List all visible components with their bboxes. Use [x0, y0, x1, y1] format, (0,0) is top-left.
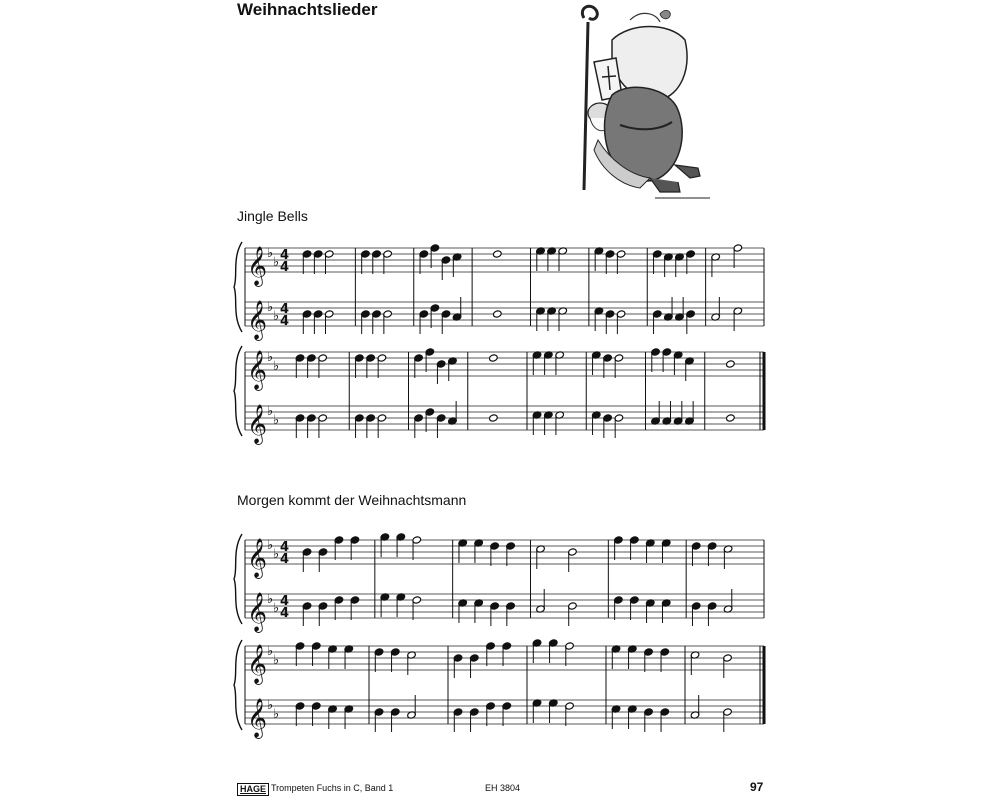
publisher-logo: HAGE — [237, 783, 269, 796]
note-head — [489, 414, 499, 422]
flat-icon: ♭ — [267, 246, 274, 261]
brace — [234, 640, 242, 730]
note-head — [489, 354, 499, 362]
flat-icon: ♭ — [273, 413, 280, 428]
time-signature-denominator: 4 — [280, 260, 290, 275]
page-number: 97 — [750, 780, 764, 794]
flat-icon: ♭ — [273, 707, 280, 722]
flat-icon: ♭ — [267, 404, 274, 419]
time-signature-numerator: 4 — [280, 248, 290, 263]
treble-clef-icon: 𝄞 — [247, 592, 268, 632]
treble-clef-icon: 𝄞 — [247, 644, 268, 684]
flat-icon: ♭ — [273, 601, 280, 616]
flat-icon: ♭ — [273, 309, 280, 324]
brace — [234, 242, 242, 332]
flat-icon: ♭ — [267, 538, 274, 553]
flat-icon: ♭ — [273, 359, 280, 374]
treble-clef-icon: 𝄞 — [247, 246, 268, 286]
page-title: Weihnachtslieder — [237, 0, 378, 19]
brace — [234, 534, 242, 624]
flat-icon: ♭ — [273, 653, 280, 668]
flat-icon: ♭ — [267, 644, 274, 659]
flat-icon: ♭ — [267, 592, 274, 607]
treble-clef-icon: 𝄞 — [247, 350, 268, 390]
time-signature-numerator: 4 — [280, 594, 290, 609]
time-signature-numerator: 4 — [280, 540, 290, 555]
flat-icon: ♭ — [267, 350, 274, 365]
brace — [234, 346, 242, 436]
note-head — [726, 414, 736, 422]
note-head — [726, 360, 736, 368]
flat-icon: ♭ — [267, 698, 274, 713]
note-head — [493, 310, 503, 318]
song-title-morgen-kommt: Morgen kommt der Weihnachtsmann — [237, 492, 467, 508]
catalog-number: EH 3804 — [485, 783, 521, 793]
treble-clef-icon: 𝄞 — [247, 300, 268, 340]
note-head — [493, 250, 503, 258]
treble-clef-icon: 𝄞 — [247, 404, 268, 444]
flat-icon: ♭ — [273, 547, 280, 562]
time-signature-denominator: 4 — [280, 606, 290, 621]
time-signature-numerator: 4 — [280, 302, 290, 317]
flat-icon: ♭ — [273, 255, 280, 270]
book-title: Trompeten Fuchs in C, Band 1 — [271, 783, 394, 793]
time-signature-denominator: 4 — [280, 552, 290, 567]
time-signature-denominator: 4 — [280, 314, 290, 329]
treble-clef-icon: 𝄞 — [247, 698, 268, 738]
flat-icon: ♭ — [267, 300, 274, 315]
song-title-jingle-bells: Jingle Bells — [237, 208, 308, 224]
treble-clef-icon: 𝄞 — [247, 538, 268, 578]
